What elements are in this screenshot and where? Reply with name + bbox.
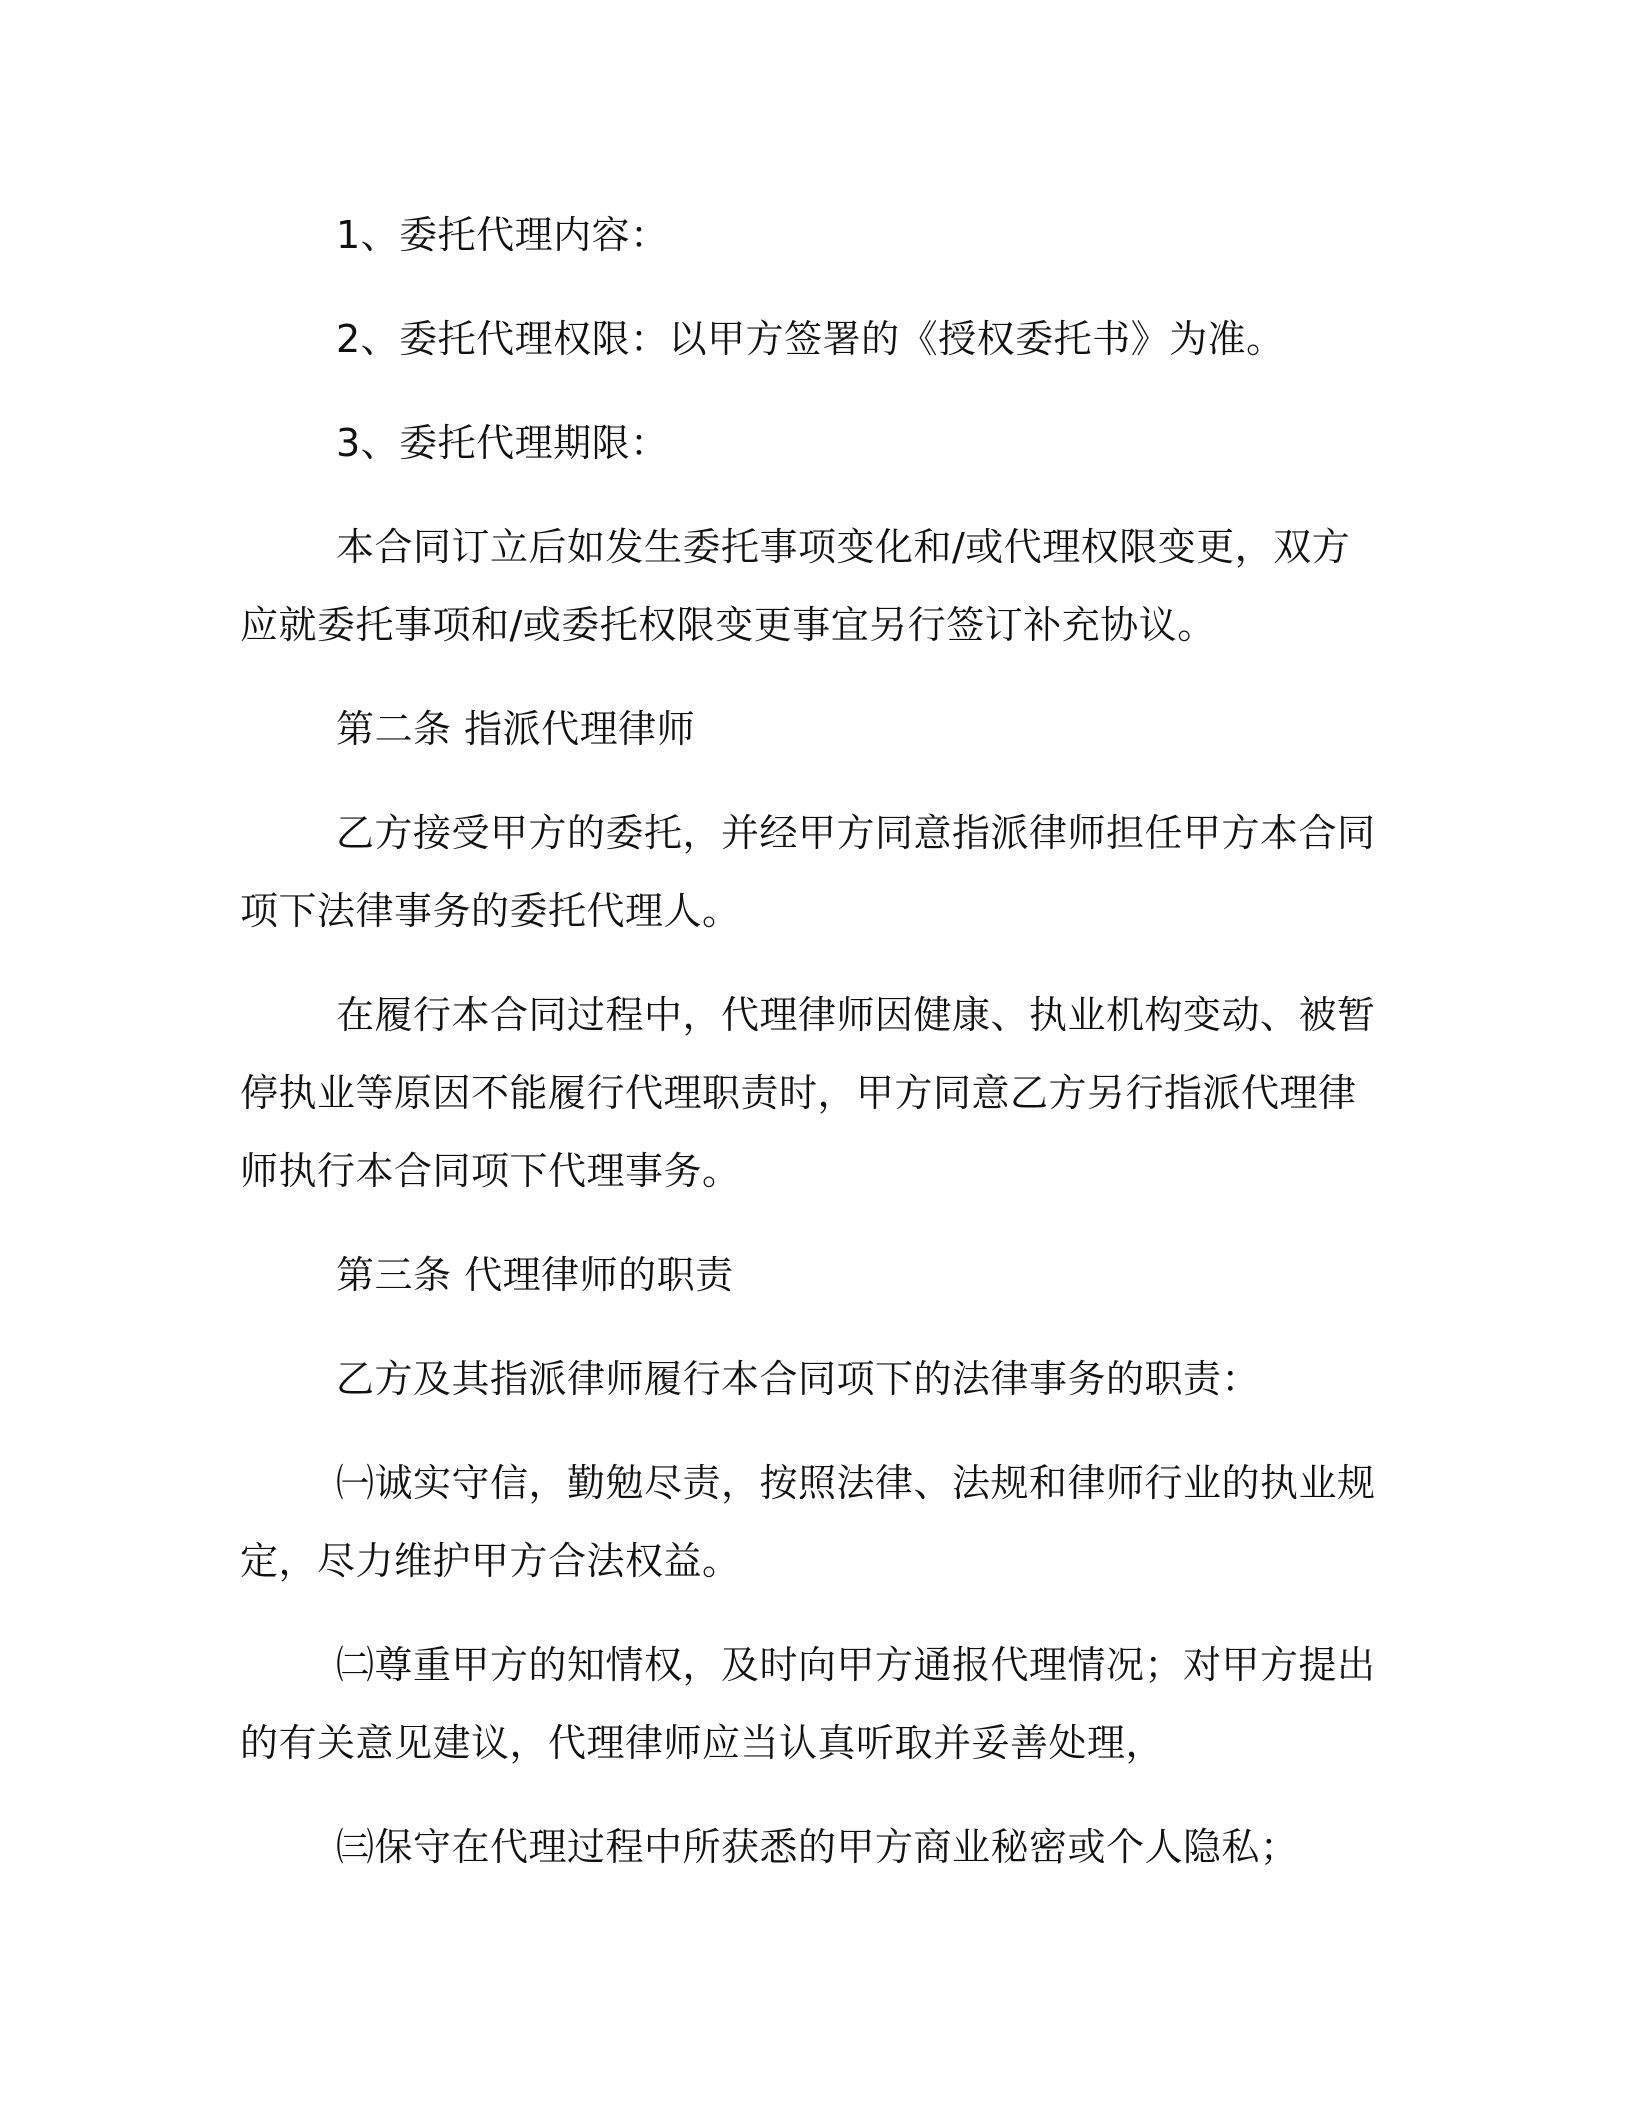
section-heading-article-3: 第三条 代理律师的职责 <box>336 1253 734 1297</box>
paragraph-change-agreement: 本合同订立后如发生委托事项变化和/或代理权限变更，双方应就委托事项和/或委托权限变更事宜另行签订补充协议。 <box>240 525 1351 647</box>
paragraph-assign-lawyer: 乙方接受甲方的委托，并经甲方同意指派律师担任甲方本合同项下法律事务的委托代理人。 <box>240 811 1376 933</box>
paragraph-duties-intro: 乙方及其指派律师履行本合同项下的法律事务的职责： <box>336 1357 1261 1401</box>
document-body <box>240 196 1388 1912</box>
paragraph-duty-3: ㈢保守在代理过程中所获悉的甲方商业秘密或个人隐私； <box>336 1825 1299 1869</box>
paragraph-duty-1: ㈠诚实守信，勤勉尽责，按照法律、法规和律师行业的执业规定，尽力维护甲方合法权益。 <box>240 1461 1376 1583</box>
paragraph-entrust-content: 1、委托代理内容： <box>336 213 669 257</box>
section-heading-article-2: 第二条 指派代理律师 <box>336 707 696 751</box>
paragraph-reassign-lawyer: 在履行本合同过程中，代理律师因健康、执业机构变动、被暂停执业等原因不能履行代理职责时，甲方同意乙方另行指派代理律师执行本合同项下代理事务。 <box>240 993 1376 1193</box>
paragraph-duty-2: ㈡尊重甲方的知情权，及时向甲方通报代理情况；对甲方提出的有关意见建议，代理律师应当认真听取并妥善处理， <box>240 1643 1376 1765</box>
paragraph-entrust-term: 3、委托代理期限： <box>336 421 669 465</box>
paragraph-entrust-authority: 2、委托代理权限：以甲方签署的《授权委托书》为准。 <box>336 317 1285 361</box>
